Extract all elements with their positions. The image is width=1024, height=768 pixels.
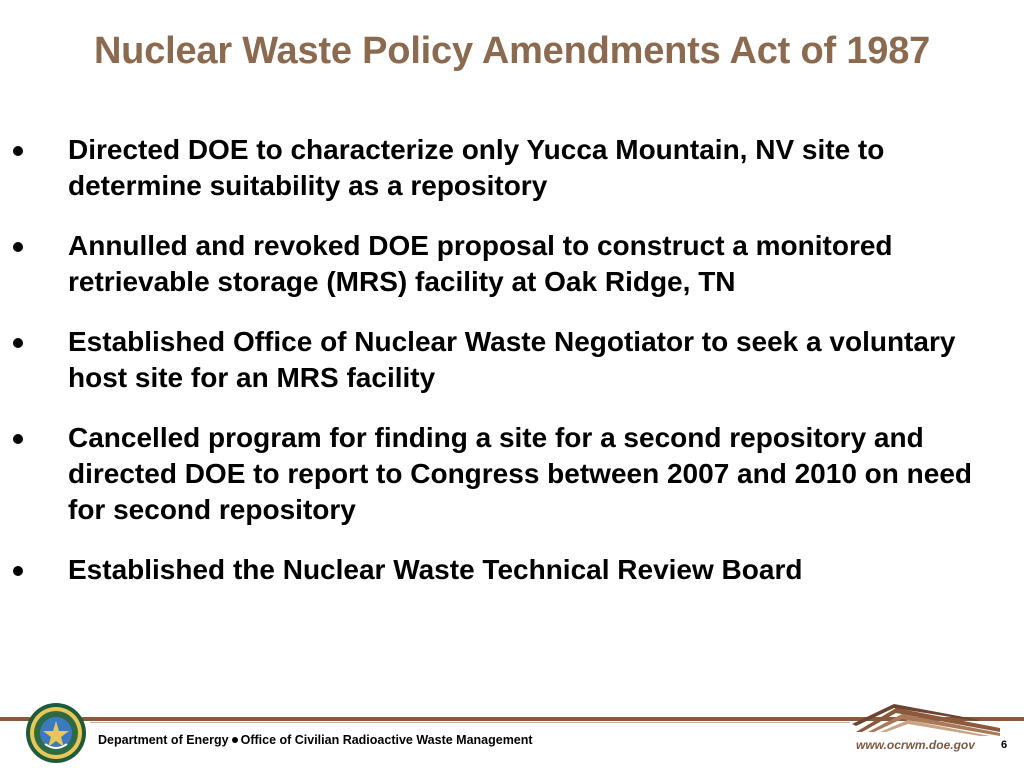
bullet-text: Established Office of Nuclear Waste Negotiator to seek a voluntary host site for an MRS facility [68, 326, 956, 393]
bullet-text: Cancelled program for finding a site for a second repository and directed DOE to report to Congress between 2007 and 2010 on need for second repository [68, 422, 973, 525]
slide-title: Nuclear Waste Policy Amendments Act of 1987 [93, 30, 931, 72]
footer-separator-icon [232, 737, 238, 743]
footer-organization [98, 733, 533, 747]
footer-divider-thin [90, 722, 850, 723]
bullet-item [0, 228, 1024, 300]
bullet-dot-icon [13, 146, 23, 156]
bullet-text: Established the Nuclear Waste Technical Review Board [68, 554, 803, 585]
ocrwm-logo-icon [850, 702, 1000, 736]
bullet-item [0, 132, 1024, 204]
bullet-dot-icon [13, 242, 23, 252]
footer-org-doe: Department of Energy [98, 733, 229, 747]
footer-org-ocrwm: Office of Civilian Radioactive Waste Management [240, 733, 533, 747]
bullet-dot-icon [13, 566, 23, 576]
bullet-item [0, 552, 1024, 588]
page-number: 6 [1001, 739, 1008, 751]
bullet-dot-icon [13, 338, 23, 348]
doe-seal-icon [25, 702, 87, 764]
bullet-dot-icon [13, 434, 23, 444]
bullet-item [0, 324, 1024, 396]
footer-url[interactable]: www.ocrwm.doe.gov [856, 738, 975, 752]
bullet-list [0, 132, 1024, 612]
bullet-text: Annulled and revoked DOE proposal to construct a monitored retrievable storage (MRS) facility at Oak Ridge, TN [68, 230, 893, 297]
bullet-text: Directed DOE to characterize only Yucca Mountain, NV site to determine suitability as a repository [68, 134, 885, 201]
bullet-item [0, 420, 1024, 528]
